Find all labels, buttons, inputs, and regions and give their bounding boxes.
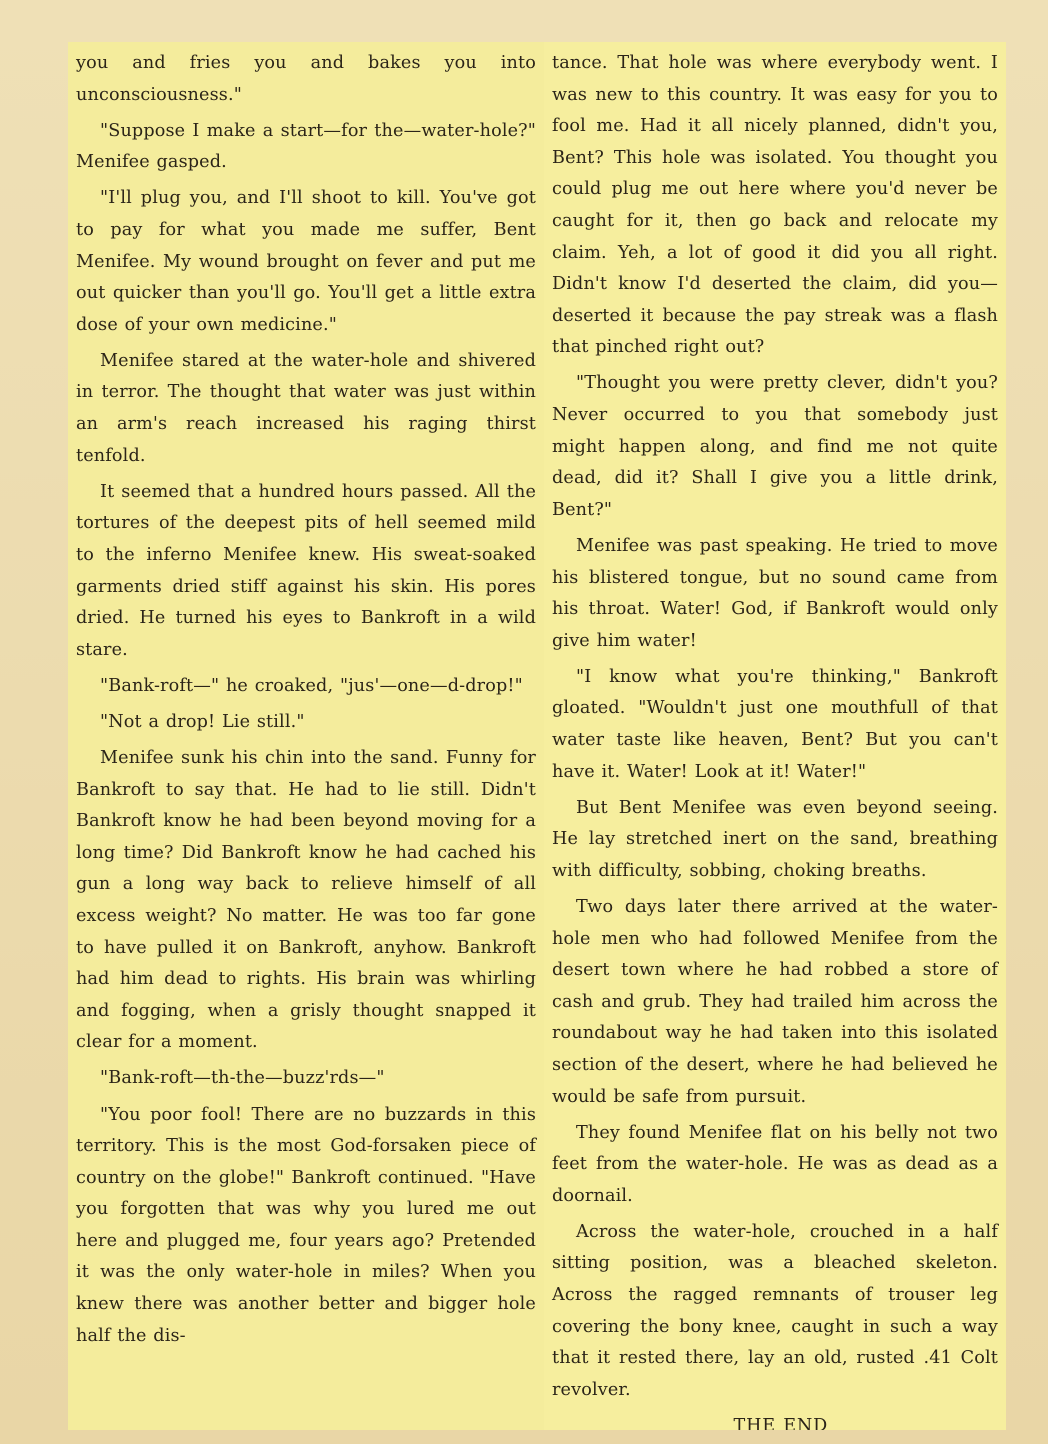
left-text-column [68,42,544,1430]
paragraph: Menifee stared at the water-hole and shivered in terror. The thought that water was just within an arm's reach increased his raging thirst tenfold. [76,350,536,466]
paragraph: "Bank-roft—" he croaked, "jus'—one—d-drop!" [100,675,523,696]
paragraph: Menifee sunk his chin into the sand. Funny for Bankroft to say that. He had to lie still. Didn't Bankroft know he had been beyond moving for a long time? Did Bankroft know he had cached his gun a long way back to relieve himself of all excess weight? No matter. He was too far gone to have pulled it on Bankroft, anyhow. Bankroft had him dead to rights. His brain was whirling and fogging, when a grisly thought snapped it clear for a moment. [76,747,536,1053]
paragraph: "I know what you're thinking," Bankroft gloated. "Wouldn't just one mouthfull of that water taste like heaven, Bent? But you can't have it. Water! Look at it! Water!" [552,666,998,782]
paragraph: But Bent Menifee was even beyond seeing. He lay stretched inert on the sand, breathing with difficulty, sobbing, choking breaths. [552,797,998,881]
paragraph: Menifee was past speaking. He tried to move his blistered tongue, but no sound came from his throat. Water! God, if Bankroft would only give him water! [552,535,998,651]
paragraph: "I'll plug you, and I'll shoot to kill. You've got to pay for what you made me suffer, Bent Menifee. My wound brought on fever and put me out quicker than you'll go. You'll get a little extra dose of your own medicine." [76,188,536,335]
paragraph: "Bank-roft—th-the—buzz'rds—" [100,1068,385,1089]
paragraph: tance. That hole was where everybody went. I was new to this country. It was easy for you to fool me. Had it all nicely planned, didn't you, Bent? This hole was isolated. You thought you could plug me out here where you'd never be caught for it, then go back and relocate my claim. Yeh, a lot of good it did you all right. Didn't know I'd deserted the claim, did you—deserted it because the pay streak was a flash that pinched right out? [552,53,998,358]
right-text-column [544,42,1006,1430]
paragraph: "Suppose I make a start—for the—water-hole?" Menifee gasped. [76,120,536,173]
paragraph: "You poor fool! There are no buzzards in this territory. This is the most God-forsaken piece of country on the globe!" Bankroft continued. "Have you forgotten that was why you lured me out here and plugged me, four years ago? Pretended it was the only water-hole in miles? When you knew there was another better and bigger hole half the dis- [76,1104,536,1346]
the-end-marker: THE END [733,1415,828,1430]
paragraph: Two days later there arrived at the water-hole men who had followed Menifee from the desert town where he had robbed a store of cash and grub. They had trailed him across the roundabout way he had taken into this isolated section of the desert, where he had believed he would be safe from pursuit. [552,896,998,1107]
paragraph: "Not a drop! Lie still." [100,711,305,732]
paragraph: Across the water-hole, crouched in a half sitting position, was a bleached skeleton. Across the ragged remnants of trouser leg covering the bony knee, caught in such a way that it rested there, lay an old, rusted .41 Colt revolver. [552,1221,998,1400]
paragraph: "Thought you were pretty clever, didn't you? Never occurred to you that somebody just might happen along, and find me not quite dead, did it? Shall I give you a little drink, Bent?" [552,373,998,520]
paragraph: It seemed that a hundred hours passed. All the tortures of the deepest pits of hell seemed mild to the inferno Menifee knew. His sweat-soaked garments dried stiff against his skin. His pores dried. He turned his eyes to Bankroft in a wild stare. [76,481,536,660]
paragraph: They found Menifee flat on his belly not two feet from the water-hole. He was as dead as a doornail. [552,1122,998,1206]
paragraph: you and fries you and bakes you into unconsciousness." [76,53,536,105]
